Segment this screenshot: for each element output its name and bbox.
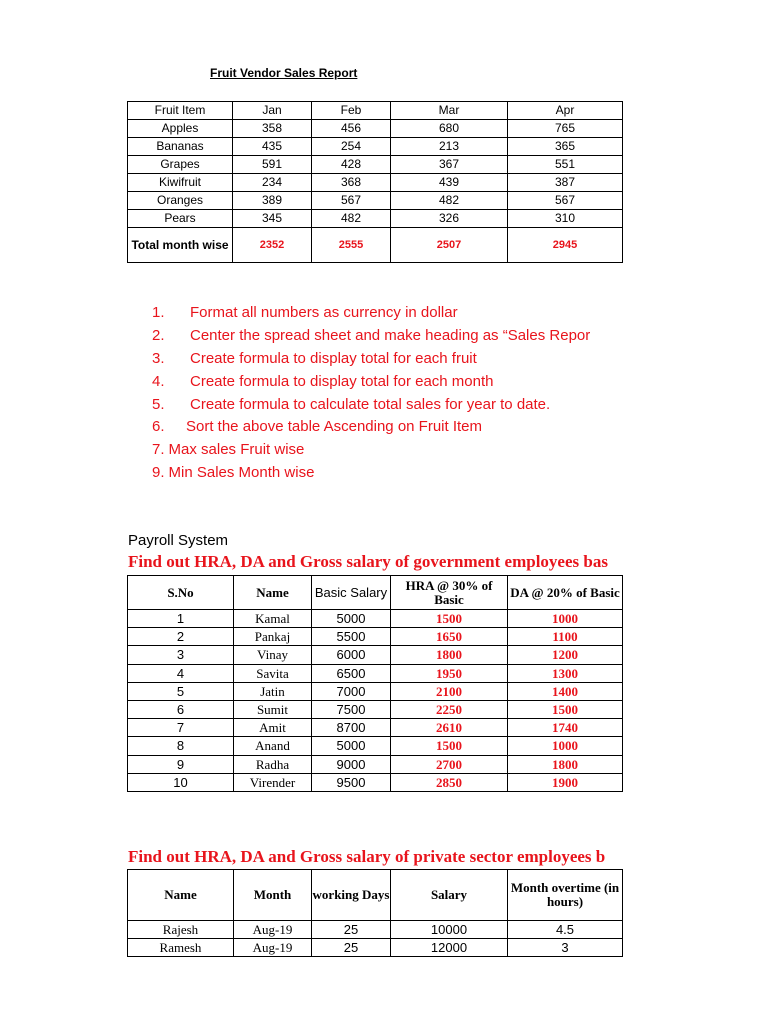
table-cell: 1100 (508, 628, 623, 646)
total-label: Total month wise (128, 228, 233, 263)
table-cell: 1 (128, 610, 234, 628)
table-header-row (128, 102, 623, 120)
table-cell: 234 (233, 174, 312, 192)
column-header: Feb (312, 102, 391, 120)
table-cell: 4 (128, 664, 234, 682)
table-cell: 3 (508, 939, 623, 957)
table-row (128, 628, 623, 646)
table-cell: 9 (128, 755, 234, 773)
table-cell: Anand (234, 737, 312, 755)
column-header: Basic Salary (312, 576, 391, 610)
table-cell: 5500 (312, 628, 391, 646)
table-cell: 1500 (508, 701, 623, 719)
task-item (152, 302, 590, 325)
column-header: Salary (391, 870, 508, 921)
table-cell: Kiwifruit (128, 174, 233, 192)
table-cell: 1500 (391, 610, 508, 628)
table-cell: 482 (312, 210, 391, 228)
table-header-row (128, 870, 623, 921)
table-row (128, 921, 623, 939)
table-cell: 551 (508, 156, 623, 174)
column-header: HRA @ 30% of Basic (391, 576, 508, 610)
table-cell: 5000 (312, 610, 391, 628)
table-row (128, 701, 623, 719)
table-row (128, 192, 623, 210)
table-cell: Savita (234, 664, 312, 682)
table-cell: 367 (391, 156, 508, 174)
table-row (128, 156, 623, 174)
total-value: 2352 (233, 228, 312, 263)
table-cell: 254 (312, 138, 391, 156)
table-cell: 5 (128, 682, 234, 700)
table-cell: 10000 (391, 921, 508, 939)
table-cell: Virender (234, 773, 312, 791)
table-row (128, 174, 623, 192)
table-cell: Oranges (128, 192, 233, 210)
table-cell: 1500 (391, 737, 508, 755)
government-heading: Find out HRA, DA and Gross salary of government employees bas (128, 552, 608, 571)
table-cell: Pankaj (234, 628, 312, 646)
table-cell: 435 (233, 138, 312, 156)
table-cell: 482 (391, 192, 508, 210)
task-number: 7. (152, 441, 165, 459)
table-cell: 439 (391, 174, 508, 192)
table-cell: Kamal (234, 610, 312, 628)
table-cell: 389 (233, 192, 312, 210)
table-cell: 1800 (391, 646, 508, 664)
table-cell: 6000 (312, 646, 391, 664)
table-cell: 310 (508, 210, 623, 228)
table-cell: 1400 (508, 682, 623, 700)
table-cell: 1650 (391, 628, 508, 646)
fruit-sales-table (127, 101, 623, 263)
table-cell: 2250 (391, 701, 508, 719)
task-text: Create formula to display total for each month (190, 372, 494, 390)
table-cell: 2610 (391, 719, 508, 737)
table-cell: 1900 (508, 773, 623, 791)
table-cell: 2 (128, 628, 234, 646)
column-header: working Days (312, 870, 391, 921)
task-item (152, 439, 590, 462)
table-cell: 365 (508, 138, 623, 156)
table-cell: 10 (128, 773, 234, 791)
column-header: Month overtime (in hours) (508, 870, 623, 921)
task-number: 1. (152, 304, 165, 321)
table-cell: 8700 (312, 719, 391, 737)
total-value: 2507 (391, 228, 508, 263)
table-cell: 368 (312, 174, 391, 192)
table-cell: 345 (233, 210, 312, 228)
task-text: Create formula to display total for each fruit (190, 349, 477, 367)
table-cell: 1000 (508, 610, 623, 628)
table-cell: 9500 (312, 773, 391, 791)
table-header-row (128, 576, 623, 610)
task-text: Max sales Fruit wise (168, 441, 305, 459)
table-cell: 1000 (508, 737, 623, 755)
table-cell: 25 (312, 921, 391, 939)
task-number: 4. (152, 372, 165, 390)
total-value: 2945 (508, 228, 623, 263)
table-cell: 1950 (391, 664, 508, 682)
column-header: DA @ 20% of Basic (508, 576, 623, 610)
table-row (128, 664, 623, 682)
table-cell: 591 (233, 156, 312, 174)
table-cell: Aug-19 (234, 921, 312, 939)
column-header: Jan (233, 102, 312, 120)
table-cell: 428 (312, 156, 391, 174)
table-cell: Pears (128, 210, 233, 228)
table-row (128, 682, 623, 700)
table-row (128, 138, 623, 156)
table-cell: 1200 (508, 646, 623, 664)
table-cell: Grapes (128, 156, 233, 174)
table-row (128, 737, 623, 755)
table-cell: 765 (508, 120, 623, 138)
report-title: Fruit Vendor Sales Report (210, 66, 358, 80)
column-header: Apr (508, 102, 623, 120)
table-cell: 8 (128, 737, 234, 755)
private-payroll-table (127, 869, 623, 957)
table-cell: 9000 (312, 755, 391, 773)
payroll-title: Payroll System (128, 532, 229, 549)
table-cell: 213 (391, 138, 508, 156)
column-header: Mar (391, 102, 508, 120)
table-cell: 7500 (312, 701, 391, 719)
table-cell: 2700 (391, 755, 508, 773)
table-cell: 6500 (312, 664, 391, 682)
table-cell: 7000 (312, 682, 391, 700)
private-sector-heading: Find out HRA, DA and Gross salary of private sector employees b (128, 847, 606, 866)
table-cell: Rajesh (128, 921, 234, 939)
task-item (152, 348, 590, 371)
table-cell: Jatin (234, 682, 312, 700)
table-row (128, 210, 623, 228)
table-cell: Radha (234, 755, 312, 773)
table-cell: Vinay (234, 646, 312, 664)
table-cell: 6 (128, 701, 234, 719)
table-cell: 567 (312, 192, 391, 210)
column-header: Name (128, 870, 234, 921)
table-cell: 680 (391, 120, 508, 138)
table-row (128, 120, 623, 138)
table-row (128, 610, 623, 628)
task-item (152, 325, 590, 348)
table-row (128, 939, 623, 957)
table-cell: 1800 (508, 755, 623, 773)
table-cell: 387 (508, 174, 623, 192)
column-header: Fruit Item (128, 102, 233, 120)
task-item (152, 371, 590, 394)
table-cell: 12000 (391, 939, 508, 957)
task-text: Min Sales Month wise (168, 464, 315, 482)
task-text: Create formula to calculate total sales for year to date. (190, 395, 551, 413)
column-header: Name (234, 576, 312, 610)
table-cell: 456 (312, 120, 391, 138)
table-cell: 7 (128, 719, 234, 737)
task-number: 6. (152, 418, 165, 436)
task-text: Sort the above table Ascending on Fruit Item (186, 418, 483, 436)
total-value: 2555 (312, 228, 391, 263)
task-item (152, 416, 590, 439)
table-cell: Sumit (234, 701, 312, 719)
table-cell: Ramesh (128, 939, 234, 957)
task-number: 5. (152, 395, 165, 413)
table-row (128, 773, 623, 791)
table-cell: 25 (312, 939, 391, 957)
table-cell: Aug-19 (234, 939, 312, 957)
task-number: 9. (152, 464, 165, 482)
table-row (128, 646, 623, 664)
total-row (128, 228, 623, 263)
table-row (128, 755, 623, 773)
table-cell: 2850 (391, 773, 508, 791)
task-text: Format all numbers as currency in dollar (190, 304, 458, 321)
table-cell: 358 (233, 120, 312, 138)
column-header: S.No (128, 576, 234, 610)
table-cell: 2100 (391, 682, 508, 700)
government-payroll-table (127, 575, 623, 792)
table-cell: 4.5 (508, 921, 623, 939)
task-number: 2. (152, 326, 165, 344)
table-cell: 1740 (508, 719, 623, 737)
table-cell: 326 (391, 210, 508, 228)
table-cell: 5000 (312, 737, 391, 755)
task-number: 3. (152, 349, 165, 367)
table-cell: Bananas (128, 138, 233, 156)
task-item (152, 394, 590, 417)
table-cell: 3 (128, 646, 234, 664)
table-cell: 567 (508, 192, 623, 210)
table-row (128, 719, 623, 737)
table-cell: Apples (128, 120, 233, 138)
task-item (152, 462, 590, 485)
task-list (152, 302, 590, 485)
table-cell: 1300 (508, 664, 623, 682)
table-cell: Amit (234, 719, 312, 737)
column-header: Month (234, 870, 312, 921)
task-text: Center the spread sheet and make heading as “Sales Repor (190, 326, 591, 344)
